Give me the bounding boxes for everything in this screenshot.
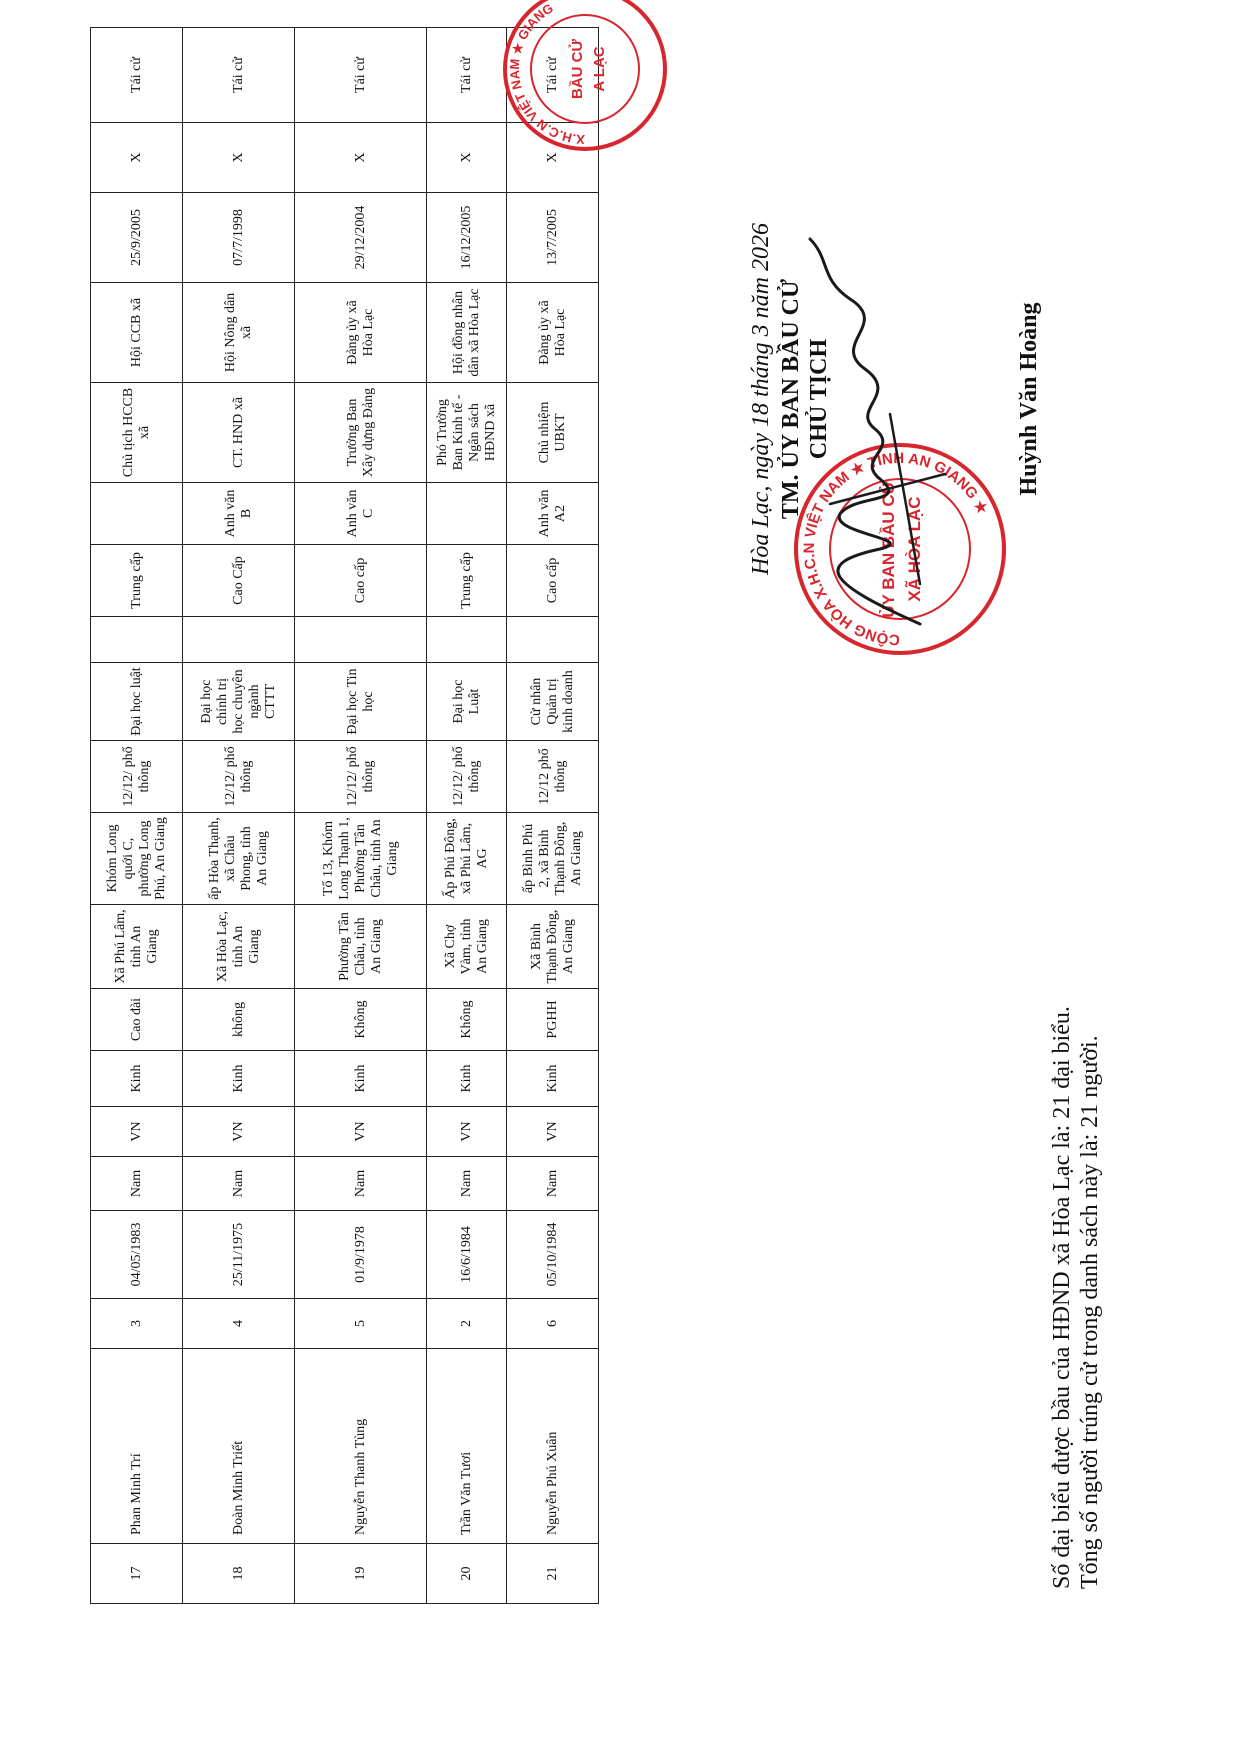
cell-gender: Nam bbox=[91, 1157, 183, 1211]
svg-text:XÃ HÒA LẠC: XÃ HÒA LẠC bbox=[905, 496, 924, 602]
table-row bbox=[91, 28, 183, 1604]
svg-text:X.H.C.N VIỆT NAM ★ GIANG: X.H.C.N VIỆT NAM ★ GIANG bbox=[506, 0, 586, 148]
cell-academic bbox=[295, 617, 427, 663]
svg-text:ỦY BAN BẦU CỬ: ỦY BAN BẦU CỬ bbox=[879, 480, 898, 618]
cell-political: Trung cấp bbox=[91, 545, 183, 617]
signature-title: CHỦ TỊCH bbox=[806, 338, 832, 460]
official-seal-stamp-partial bbox=[500, 0, 670, 154]
cell-occupation: Chủ nhiệm UBKT bbox=[507, 383, 599, 483]
cell-general-edu: 12/12/ phổ thông bbox=[427, 741, 507, 813]
cell-religion: Không bbox=[295, 989, 427, 1051]
cell-ethnicity: Kinh bbox=[295, 1051, 427, 1107]
cell-workplace: Đảng ủy xã Hòa Lạc bbox=[507, 283, 599, 383]
cell-academic bbox=[91, 617, 183, 663]
cell-stt: 19 bbox=[295, 1544, 427, 1604]
candidate-table bbox=[90, 27, 599, 1604]
cell-stt: 17 bbox=[91, 1544, 183, 1604]
cell-political: Trung cấp bbox=[427, 545, 507, 617]
cell-hometown: Xã Chợ Vàm, tỉnh An Giang bbox=[427, 905, 507, 989]
cell-nationality: VN bbox=[183, 1107, 295, 1157]
cell-stt: 20 bbox=[427, 1544, 507, 1604]
summary-elected: Tổng số người trúng cử trong danh sách này là: 21 người. bbox=[1077, 1035, 1103, 1589]
cell-name: Đoàn Minh Triết bbox=[183, 1349, 295, 1544]
cell-gender: Nam bbox=[295, 1157, 427, 1211]
cell-workplace: Đảng ủy xã Hòa Lạc bbox=[295, 283, 427, 383]
cell-stt: 18 bbox=[183, 1544, 295, 1604]
cell-ethnicity: Kinh bbox=[91, 1051, 183, 1107]
cell-language: Anh văn C bbox=[295, 483, 427, 545]
cell-religion: Cao đài bbox=[91, 989, 183, 1051]
cell-occupation: CT. HND xã bbox=[183, 383, 295, 483]
cell-name: Nguyễn Phú Xuân bbox=[507, 1349, 599, 1544]
cell-name: Trần Văn Tươi bbox=[427, 1349, 507, 1544]
cell-general-edu: 12/12 phổ thông bbox=[507, 741, 599, 813]
cell-dob: 04/05/1983 bbox=[91, 1211, 183, 1299]
cell-language bbox=[427, 483, 507, 545]
svg-text:A LẠC: A LẠC bbox=[591, 46, 608, 92]
cell-residence: Tổ 13, Khóm Long Thạnh 1, Phường Tân Châu, tỉnh An Giang bbox=[295, 813, 427, 905]
cell-stt: 21 bbox=[507, 1544, 599, 1604]
cell-specialty: Đại học Luật bbox=[427, 663, 507, 741]
cell-workplace: Hội đồng nhân dân xã Hòa Lạc bbox=[427, 283, 507, 383]
cell-occupation: Phó Trưởng Ban Kinh tế - Ngân sách HĐND xã bbox=[427, 383, 507, 483]
svg-text:CỘNG HÒA X.H.C.N VIỆT NAM ★ TỈ: CỘNG HÒA X.H.C.N VIỆT NAM ★ TỈNH AN GIANG ★ bbox=[800, 449, 992, 649]
summary-delegates: Số đại biểu được bầu của HĐND xã Hòa Lạc là: 21 đại biểu. bbox=[1049, 1006, 1075, 1589]
cell-party-date: 25/9/2005 bbox=[91, 193, 183, 283]
cell-residence: ấp Bình Phú 2, xã Bình Thạnh Đông, An Giang bbox=[507, 813, 599, 905]
cell-political: Cao cấp bbox=[295, 545, 427, 617]
signature-organization: TM. ỦY BAN BẦU CỬ bbox=[778, 278, 804, 520]
cell-residence: Khóm Long quới C, phường Long Phú, An Giang bbox=[91, 813, 183, 905]
table-row bbox=[183, 28, 295, 1604]
cell-language: Anh văn B bbox=[183, 483, 295, 545]
cell-dob: 01/9/1978 bbox=[295, 1211, 427, 1299]
cell-hometown: Phường Tân Châu, tỉnh An Giang bbox=[295, 905, 427, 989]
cell-name: Nguyễn Thanh Tùng bbox=[295, 1349, 427, 1544]
cell-specialty: Đại học chính trị học chuyên ngành CTTT bbox=[183, 663, 295, 741]
cell-hdnd: X bbox=[295, 123, 427, 193]
cell-ethnicity: Kinh bbox=[507, 1051, 599, 1107]
cell-political: Cao Cấp bbox=[183, 545, 295, 617]
cell-hdnd: X bbox=[183, 123, 295, 193]
svg-text:BẦU CỬ: BẦU CỬ bbox=[569, 39, 586, 99]
cell-level: 6 bbox=[507, 1299, 599, 1349]
cell-dob: 25/11/1975 bbox=[183, 1211, 295, 1299]
handwritten-signature bbox=[770, 224, 970, 644]
cell-general-edu: 12/12/ phổ thông bbox=[91, 741, 183, 813]
table-row bbox=[507, 28, 599, 1604]
cell-hometown: Xã Bình Thạnh Đông, An Giang bbox=[507, 905, 599, 989]
cell-occupation: Chủ tịch HCCB xã bbox=[91, 383, 183, 483]
cell-occupation: Trưởng Ban Xây dựng Đảng bbox=[295, 383, 427, 483]
cell-academic bbox=[427, 617, 507, 663]
cell-gender: Nam bbox=[507, 1157, 599, 1211]
cell-nationality: VN bbox=[427, 1107, 507, 1157]
cell-dob: 05/10/1984 bbox=[507, 1211, 599, 1299]
cell-workplace: Hội CCB xã bbox=[91, 283, 183, 383]
cell-note: Tái cử bbox=[295, 28, 427, 123]
cell-hometown: Xã Hòa Lạc, tỉnh An Giang bbox=[183, 905, 295, 989]
cell-name: Phan Minh Trí bbox=[91, 1349, 183, 1544]
cell-language: Anh văn A2 bbox=[507, 483, 599, 545]
cell-note: Tái cử bbox=[91, 28, 183, 123]
cell-gender: Nam bbox=[427, 1157, 507, 1211]
cell-ethnicity: Kinh bbox=[427, 1051, 507, 1107]
cell-party-date: 16/12/2005 bbox=[427, 193, 507, 283]
cell-language bbox=[91, 483, 183, 545]
table-row bbox=[295, 28, 427, 1604]
cell-level: 5 bbox=[295, 1299, 427, 1349]
cell-religion: PGHH bbox=[507, 989, 599, 1051]
cell-level: 3 bbox=[91, 1299, 183, 1349]
cell-general-edu: 12/12/ phổ thông bbox=[295, 741, 427, 813]
cell-hdnd: X bbox=[91, 123, 183, 193]
cell-note: Tái cử bbox=[183, 28, 295, 123]
cell-dob: 16/6/1984 bbox=[427, 1211, 507, 1299]
cell-hdnd: X bbox=[427, 123, 507, 193]
cell-residence: Ấp Phú Đông, xã Phú Lâm, AG bbox=[427, 813, 507, 905]
cell-party-date: 13/7/2005 bbox=[507, 193, 599, 283]
cell-general-edu: 12/12/ phổ thông bbox=[183, 741, 295, 813]
cell-academic bbox=[183, 617, 295, 663]
signer-name: Huỳnh Văn Hoàng bbox=[1016, 302, 1042, 496]
table-row bbox=[427, 28, 507, 1604]
cell-hometown: Xã Phú Lâm, tỉnh An Giang bbox=[91, 905, 183, 989]
signature-date: Hòa Lạc, ngày 18 tháng 3 năm 2026 bbox=[748, 223, 774, 575]
cell-religion: Không bbox=[427, 989, 507, 1051]
cell-level: 2 bbox=[427, 1299, 507, 1349]
cell-level: 4 bbox=[183, 1299, 295, 1349]
cell-ethnicity: Kinh bbox=[183, 1051, 295, 1107]
cell-note: Tái cử bbox=[427, 28, 507, 123]
cell-residence: ấp Hòa Thạnh, xã Châu Phong, tỉnh An Giang bbox=[183, 813, 295, 905]
cell-nationality: VN bbox=[91, 1107, 183, 1157]
cell-academic bbox=[507, 617, 599, 663]
cell-specialty: Đại học Tin học bbox=[295, 663, 427, 741]
cell-gender: Nam bbox=[183, 1157, 295, 1211]
cell-political: Cao cấp bbox=[507, 545, 599, 617]
cell-nationality: VN bbox=[507, 1107, 599, 1157]
cell-note: Tái cử bbox=[507, 28, 599, 123]
cell-specialty: Đại học luật bbox=[91, 663, 183, 741]
cell-religion: không bbox=[183, 989, 295, 1051]
cell-party-date: 07/7/1998 bbox=[183, 193, 295, 283]
cell-specialty: Cử nhân Quản trị kinh doanh bbox=[507, 663, 599, 741]
cell-hdnd: X bbox=[507, 123, 599, 193]
cell-workplace: Hội Nông dân xã bbox=[183, 283, 295, 383]
cell-nationality: VN bbox=[295, 1107, 427, 1157]
cell-party-date: 29/12/2004 bbox=[295, 193, 427, 283]
